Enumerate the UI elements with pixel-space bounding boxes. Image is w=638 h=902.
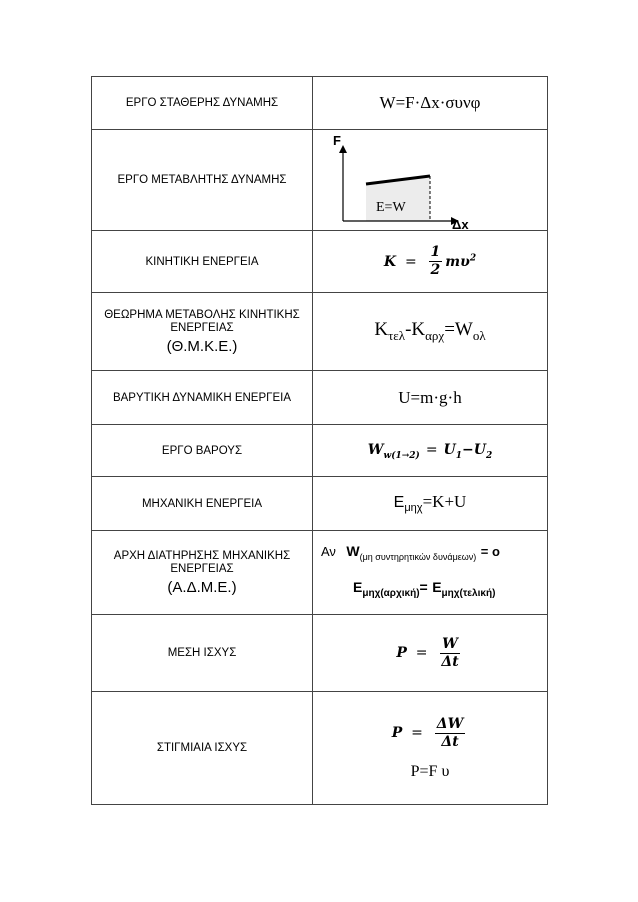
work-constant-formula: W=F·Δx·συνφ <box>379 93 481 112</box>
table-row <box>92 477 548 531</box>
formula-table <box>91 76 548 805</box>
force-displacement-graph <box>313 131 549 230</box>
weight-work-formula: $W_{w(1\to 2)} = U_1-U_2$ <box>367 441 493 461</box>
row-label: ΜΗΧΑΝΙΚΗ ΕΝΕΡΓΕΙΑ <box>92 477 313 531</box>
row-label: ΣΤΙΓΜΙΑΙΑ ΙΣΧΥΣ <box>92 692 313 805</box>
conservation-equation: $E_{\mu\eta\chi(\alpha\rho\chi\iota\kappa ή)}= E_{\mu\eta\chi(\tau\varepsilon\lambda\iota\kappa ή)}$ <box>353 579 496 600</box>
row-label: ΕΡΓΟ ΣΤΑΘΕΡΗΣ ΔΥΝΑΜΗΣ <box>92 77 313 130</box>
conservation-condition: Αν $W_{(\mu\eta \sigma\upsilon\nu\tau\eta\rho\eta\tau\iota\kappa ώ\nu \delta\upsilon\nu ά\mu\varepsilon\omega\nu)} = o$ <box>321 542 500 562</box>
row-label <box>92 293 313 371</box>
table-row <box>92 371 548 425</box>
principle-abbr: (Α.Δ.Μ.Ε.) <box>167 578 237 596</box>
formula-cell <box>313 371 548 425</box>
average-power-formula: P = $\frac{W}{\Delta t}$ <box>396 635 459 670</box>
theorem-title: ΘΕΩΡΗΜΑ ΜΕΤΑΒΟΛΗΣ ΚΙΝΗΤΙΚΗΣ ΕΝΕΡΓΕΙΑΣ <box>104 308 300 334</box>
row-label: ΚΙΝΗΤΙΚΗ ΕΝΕΡΓΕΙΑ <box>92 231 313 293</box>
graph-cell <box>313 130 548 231</box>
instant-power-formula: P = $\frac{\Delta W}{\Delta t}$ <box>391 715 464 750</box>
formula-cell <box>313 477 548 531</box>
formula-cell <box>313 615 548 692</box>
formula-cell <box>313 231 548 293</box>
work-energy-formula: $K_{\tau\varepsilon\lambda}-K_{\alpha\rho\chi}=W_{o\lambda}$ <box>374 319 486 343</box>
area-label: E=W <box>376 199 406 215</box>
gravitational-pe-formula: U=m·g·h <box>398 387 462 407</box>
formula-cell <box>313 531 548 615</box>
formula-cell <box>313 425 548 477</box>
x-axis-label: Δx <box>452 216 469 230</box>
row-label: ΜΕΣΗ ΙΣΧΥΣ <box>92 615 313 692</box>
table-row <box>92 531 548 615</box>
table-row <box>92 231 548 293</box>
theorem-abbr: (Θ.Μ.Κ.Ε.) <box>166 337 238 355</box>
kinetic-energy-formula: K = $\frac{1}{2}$ $m\upsilon^2$ <box>383 244 477 278</box>
table-row <box>92 692 548 805</box>
formula-cell <box>313 692 548 805</box>
table-row <box>92 77 548 130</box>
mechanical-energy-formula: $E_{\mu\eta\chi}=K+U$ <box>393 492 467 515</box>
table-row <box>92 425 548 477</box>
table-row <box>92 615 548 692</box>
row-label: ΕΡΓΟ ΒΑΡΟΥΣ <box>92 425 313 477</box>
row-label <box>92 531 313 615</box>
power-force-velocity-formula: P=F υ <box>410 762 450 780</box>
row-label: ΕΡΓΟ ΜΕΤΑΒΛΗΤΗΣ ΔΥΝΑΜΗΣ <box>92 130 313 231</box>
table-row <box>92 293 548 371</box>
principle-title: ΑΡΧΗ ΔΙΑΤΗΡΗΣΗΣ ΜΗΧΑΝΙΚΗΣ ΕΝΕΡΓΕΙΑΣ <box>113 549 291 575</box>
row-label: ΒΑΡΥΤΙΚΗ ΔΥΝΑΜΙΚΗ ΕΝΕΡΓΕΙΑ <box>92 371 313 425</box>
y-axis-label: F <box>333 132 341 148</box>
table-row <box>92 130 548 231</box>
formula-cell <box>313 77 548 130</box>
formula-cell <box>313 293 548 371</box>
